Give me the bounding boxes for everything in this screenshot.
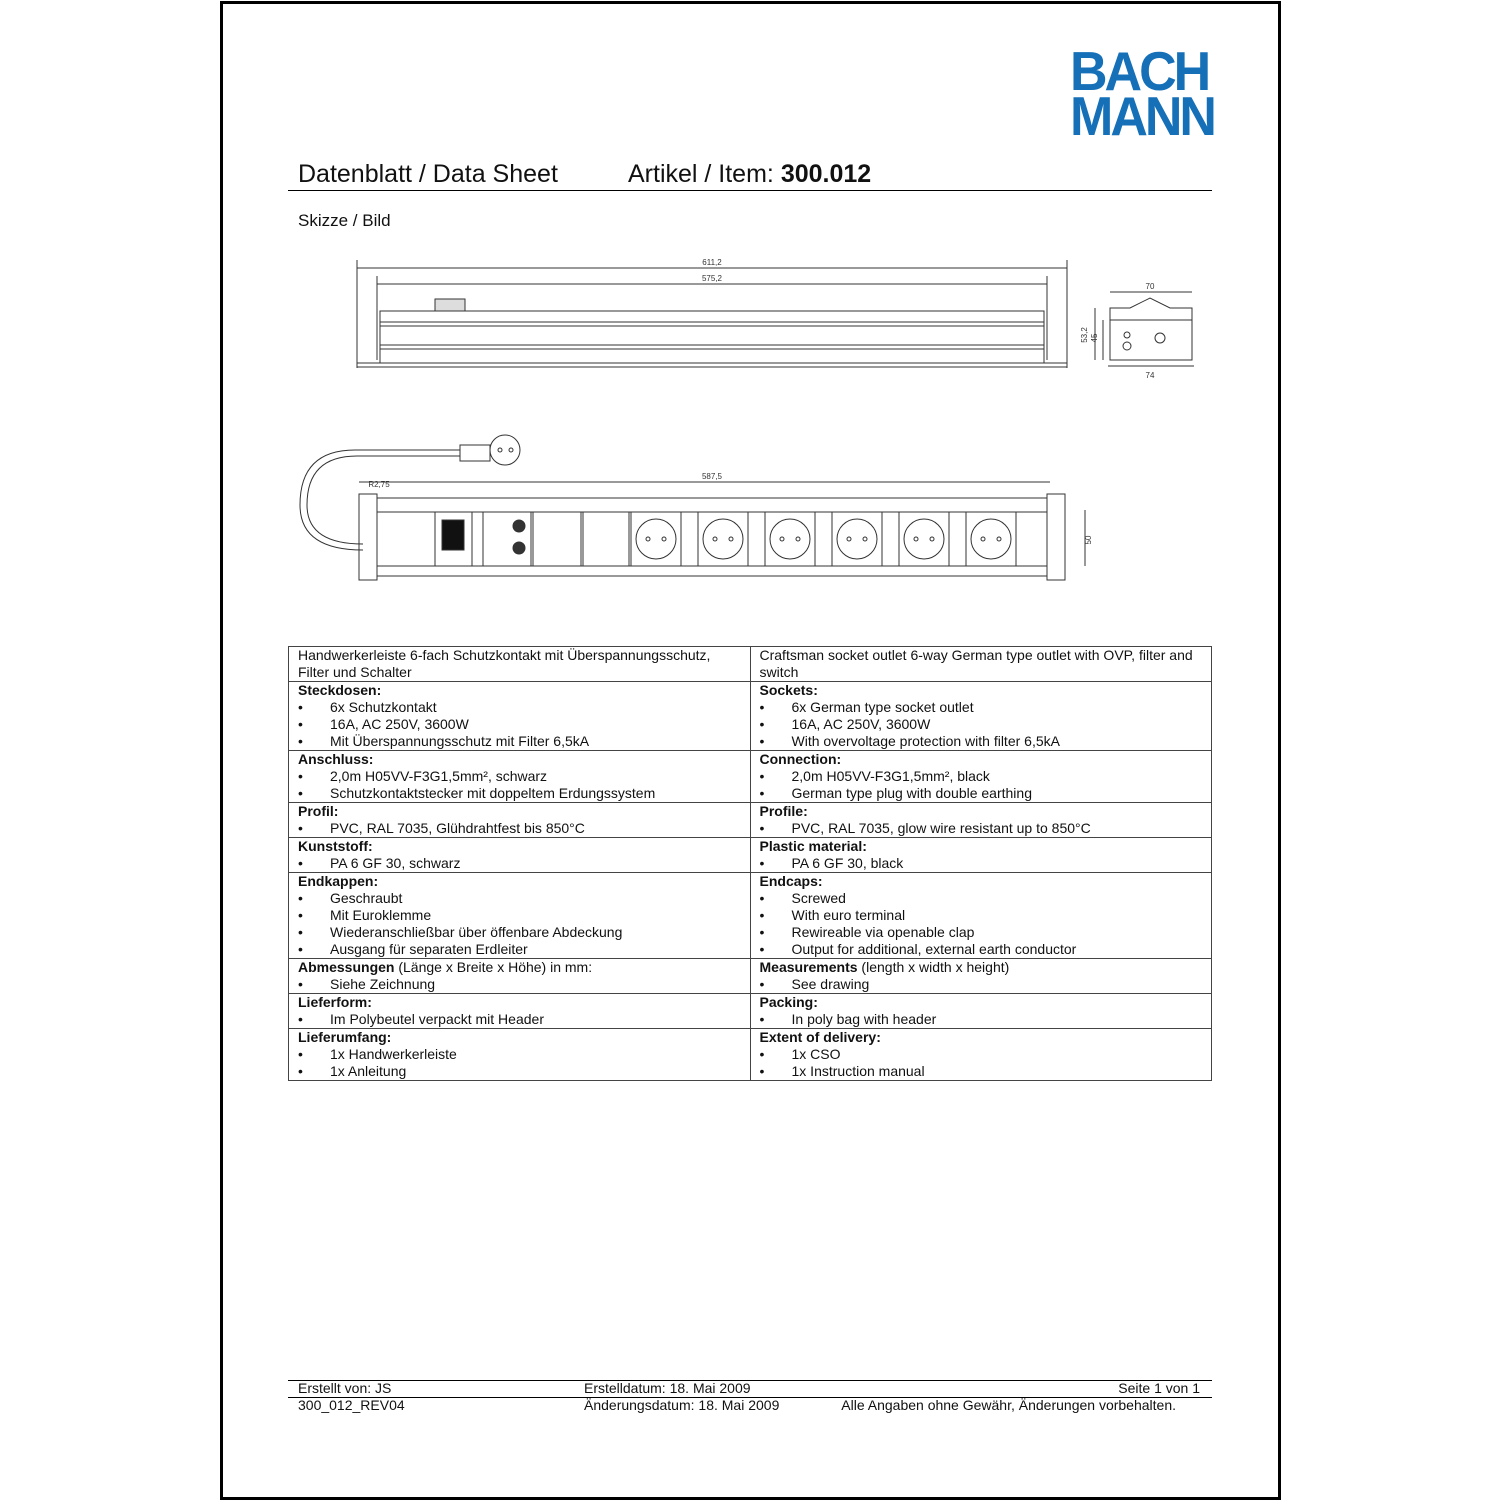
item-label: Artikel / Item: — [628, 160, 774, 188]
plug-icon — [460, 435, 520, 465]
table-row — [289, 682, 1212, 751]
spec-cell-en — [750, 751, 1212, 803]
bullet-list — [298, 1046, 741, 1080]
list-item: • With overvoltage protection with filter 6,5kA — [760, 733, 1203, 750]
bullet-list — [760, 1046, 1203, 1080]
disclaimer: Alle Angaben ohne Gewähr, Änderungen vorbehalten. — [841, 1397, 1176, 1413]
spec-cell-title — [760, 838, 1203, 855]
radius-label: R2,75 — [368, 480, 390, 489]
list-item: • Schutzkontaktstecker mit doppeltem Erdungssystem — [298, 785, 741, 802]
list-item: • In poly bag with header — [760, 1011, 1203, 1028]
bullet-list — [298, 820, 741, 837]
table-row — [289, 751, 1212, 803]
bachmann-logo — [1070, 41, 1214, 148]
list-item: • PA 6 GF 30, black — [760, 855, 1203, 872]
spec-title-bold: Profile: — [759, 803, 808, 819]
spec-cell-de — [289, 994, 751, 1029]
list-item: • With euro terminal — [760, 907, 1203, 924]
list-item: • Mit Euroklemme — [298, 907, 741, 924]
bullet-list — [298, 699, 741, 750]
list-item: • Im Polybeutel verpackt mit Header — [298, 1011, 741, 1028]
spec-title-bold: Connection: — [759, 751, 842, 767]
spec-title-bold: Packing: — [759, 994, 818, 1010]
spec-cell-de — [289, 682, 751, 751]
spec-cell-en — [750, 1029, 1212, 1081]
item-number: 300.012 — [780, 160, 872, 188]
spec-title-bold: Plastic material: — [759, 838, 867, 854]
dim-width-top-label: 70 — [1145, 282, 1155, 291]
spec-cell-en — [750, 959, 1212, 994]
spec-cell-title — [298, 959, 741, 976]
intro-en: Craftsman socket outlet 6-way German type outlet with OVP, filter and switch — [750, 647, 1212, 682]
spec-cell-title — [760, 803, 1203, 820]
spec-title-bold: Kunststoff: — [298, 838, 373, 854]
spec-title-bold: Endkappen: — [298, 873, 379, 889]
dim-front-length-label: 587,5 — [701, 472, 723, 481]
spec-title-bold: Extent of delivery: — [759, 1029, 881, 1045]
table-row — [289, 647, 1212, 682]
dim-profile-label: 575,2 — [701, 274, 723, 283]
header-rule — [288, 190, 1212, 191]
spec-cell-title — [298, 873, 741, 890]
dim-total-label: 611,2 — [702, 258, 722, 267]
bullet-list — [760, 699, 1203, 750]
bullet-list — [760, 820, 1203, 837]
spec-cell-en — [750, 873, 1212, 959]
table-row — [289, 803, 1212, 838]
spec-title-bold: Endcaps: — [759, 873, 823, 889]
spec-cell-de — [289, 838, 751, 873]
table-row — [289, 1029, 1212, 1081]
table-row — [289, 873, 1212, 959]
table-row — [289, 838, 1212, 873]
spec-title-bold: Steckdosen: — [298, 682, 382, 698]
list-item: • Wiederanschließbar über öffenbare Abdeckung — [298, 924, 741, 941]
spec-cell-de — [289, 803, 751, 838]
bullet-list — [298, 855, 741, 872]
list-item: • 6x Schutzkontakt — [298, 699, 741, 716]
bullet-list — [760, 1011, 1203, 1028]
list-item: • PVC, RAL 7035, Glühdrahtfest bis 850°C — [298, 820, 741, 837]
bullet-list — [298, 976, 741, 993]
list-item: • Output for additional, external earth conductor — [760, 941, 1203, 958]
dim-width-bottom-label: 74 — [1145, 371, 1155, 380]
list-item: • Ausgang für separaten Erdleiter — [298, 941, 741, 958]
page-number: Seite 1 von 1 — [1118, 1380, 1200, 1396]
spec-cell-title — [298, 751, 741, 768]
list-item: • Geschraubt — [298, 890, 741, 907]
spec-title-extra: (length x width x height) — [857, 959, 1010, 975]
bullet-list — [760, 855, 1203, 872]
changed-date: Änderungsdatum: 18. Mai 2009 — [584, 1397, 780, 1413]
spec-title-bold: Measurements — [759, 959, 858, 975]
spec-cell-de — [289, 959, 751, 994]
list-item: • 6x German type socket outlet — [760, 699, 1203, 716]
spec-table — [288, 646, 1212, 1081]
spec-title-bold: Lieferumfang: — [298, 1029, 392, 1045]
dim-height-inner-label: 45 — [1090, 333, 1099, 343]
list-item: • 1x Instruction manual — [760, 1063, 1203, 1080]
list-item: • 16A, AC 250V, 3600W — [760, 716, 1203, 733]
list-item: • 1x Handwerkerleiste — [298, 1046, 741, 1063]
dim-height-outer-label: 53,2 — [1080, 327, 1089, 343]
list-item: • See drawing — [760, 976, 1203, 993]
spec-cell-title — [760, 751, 1203, 768]
spec-title-bold: Sockets: — [759, 682, 818, 698]
bullet-list — [760, 768, 1203, 802]
spec-cell-title — [298, 838, 741, 855]
list-item: • Screwed — [760, 890, 1203, 907]
spec-cell-title — [760, 994, 1203, 1011]
spec-cell-title — [298, 1029, 741, 1046]
spec-cell-title — [298, 803, 741, 820]
list-item: • German type plug with double earthing — [760, 785, 1203, 802]
list-item: • 2,0m H05VV-F3G1,5mm², black — [760, 768, 1203, 785]
logo-line-2: MANN — [1070, 86, 1214, 148]
spec-cell-title — [760, 959, 1203, 976]
socket-outlets — [631, 512, 1016, 566]
spec-title-extra: (Länge x Breite x Höhe) in mm: — [394, 959, 593, 975]
list-item: • PA 6 GF 30, schwarz — [298, 855, 741, 872]
bullet-list — [298, 768, 741, 802]
doc-title: Datenblatt / Data Sheet — [298, 160, 558, 188]
list-item: • 1x Anleitung — [298, 1063, 741, 1080]
spec-title-bold: Lieferform: — [298, 994, 372, 1010]
spec-cell-de — [289, 873, 751, 959]
spec-cell-title — [298, 682, 741, 699]
list-item: • 16A, AC 250V, 3600W — [298, 716, 741, 733]
doc-id: 300_012_REV04 — [298, 1397, 405, 1413]
sketch-label: Skizze / Bild — [298, 211, 391, 230]
bullet-list — [760, 976, 1203, 993]
spec-title-bold: Anschluss: — [298, 751, 374, 767]
table-row — [289, 994, 1212, 1029]
spec-title-bold: Profil: — [298, 803, 339, 819]
list-item: • 2,0m H05VV-F3G1,5mm², schwarz — [298, 768, 741, 785]
list-item: • 1x CSO — [760, 1046, 1203, 1063]
spec-cell-en — [750, 803, 1212, 838]
list-item: • Mit Überspannungsschutz mit Filter 6,5kA — [298, 733, 741, 750]
list-item: • PVC, RAL 7035, glow wire resistant up to 850°C — [760, 820, 1203, 837]
bullet-list — [298, 1011, 741, 1028]
item-heading — [628, 160, 871, 189]
spec-cell-title — [760, 873, 1203, 890]
spec-cell-title — [760, 1029, 1203, 1046]
end-view-drawing — [1075, 280, 1205, 385]
dim-front-height-label: 50 — [1084, 535, 1093, 545]
list-item: • Siehe Zeichnung — [298, 976, 741, 993]
spec-cell-title — [760, 682, 1203, 699]
front-view-drawing — [295, 420, 1115, 590]
bullet-list — [298, 890, 741, 958]
bullet-list — [760, 890, 1203, 958]
spec-cell-de — [289, 1029, 751, 1081]
created-date: Erstelldatum: 18. Mai 2009 — [584, 1380, 751, 1396]
table-row — [289, 959, 1212, 994]
list-item: • Rewireable via openable clap — [760, 924, 1203, 941]
spec-cell-en — [750, 838, 1212, 873]
spec-title-bold: Abmessungen — [298, 959, 395, 975]
created-by: Erstellt von: JS — [298, 1380, 392, 1396]
intro-de: Handwerkerleiste 6-fach Schutzkontakt mit Überspannungsschutz, Filter und Schalter — [289, 647, 751, 682]
logo-line-1: BACH — [1070, 41, 1209, 103]
spec-cell-en — [750, 994, 1212, 1029]
spec-cell-en — [750, 682, 1212, 751]
spec-cell-title — [298, 994, 741, 1011]
spec-cell-de — [289, 751, 751, 803]
